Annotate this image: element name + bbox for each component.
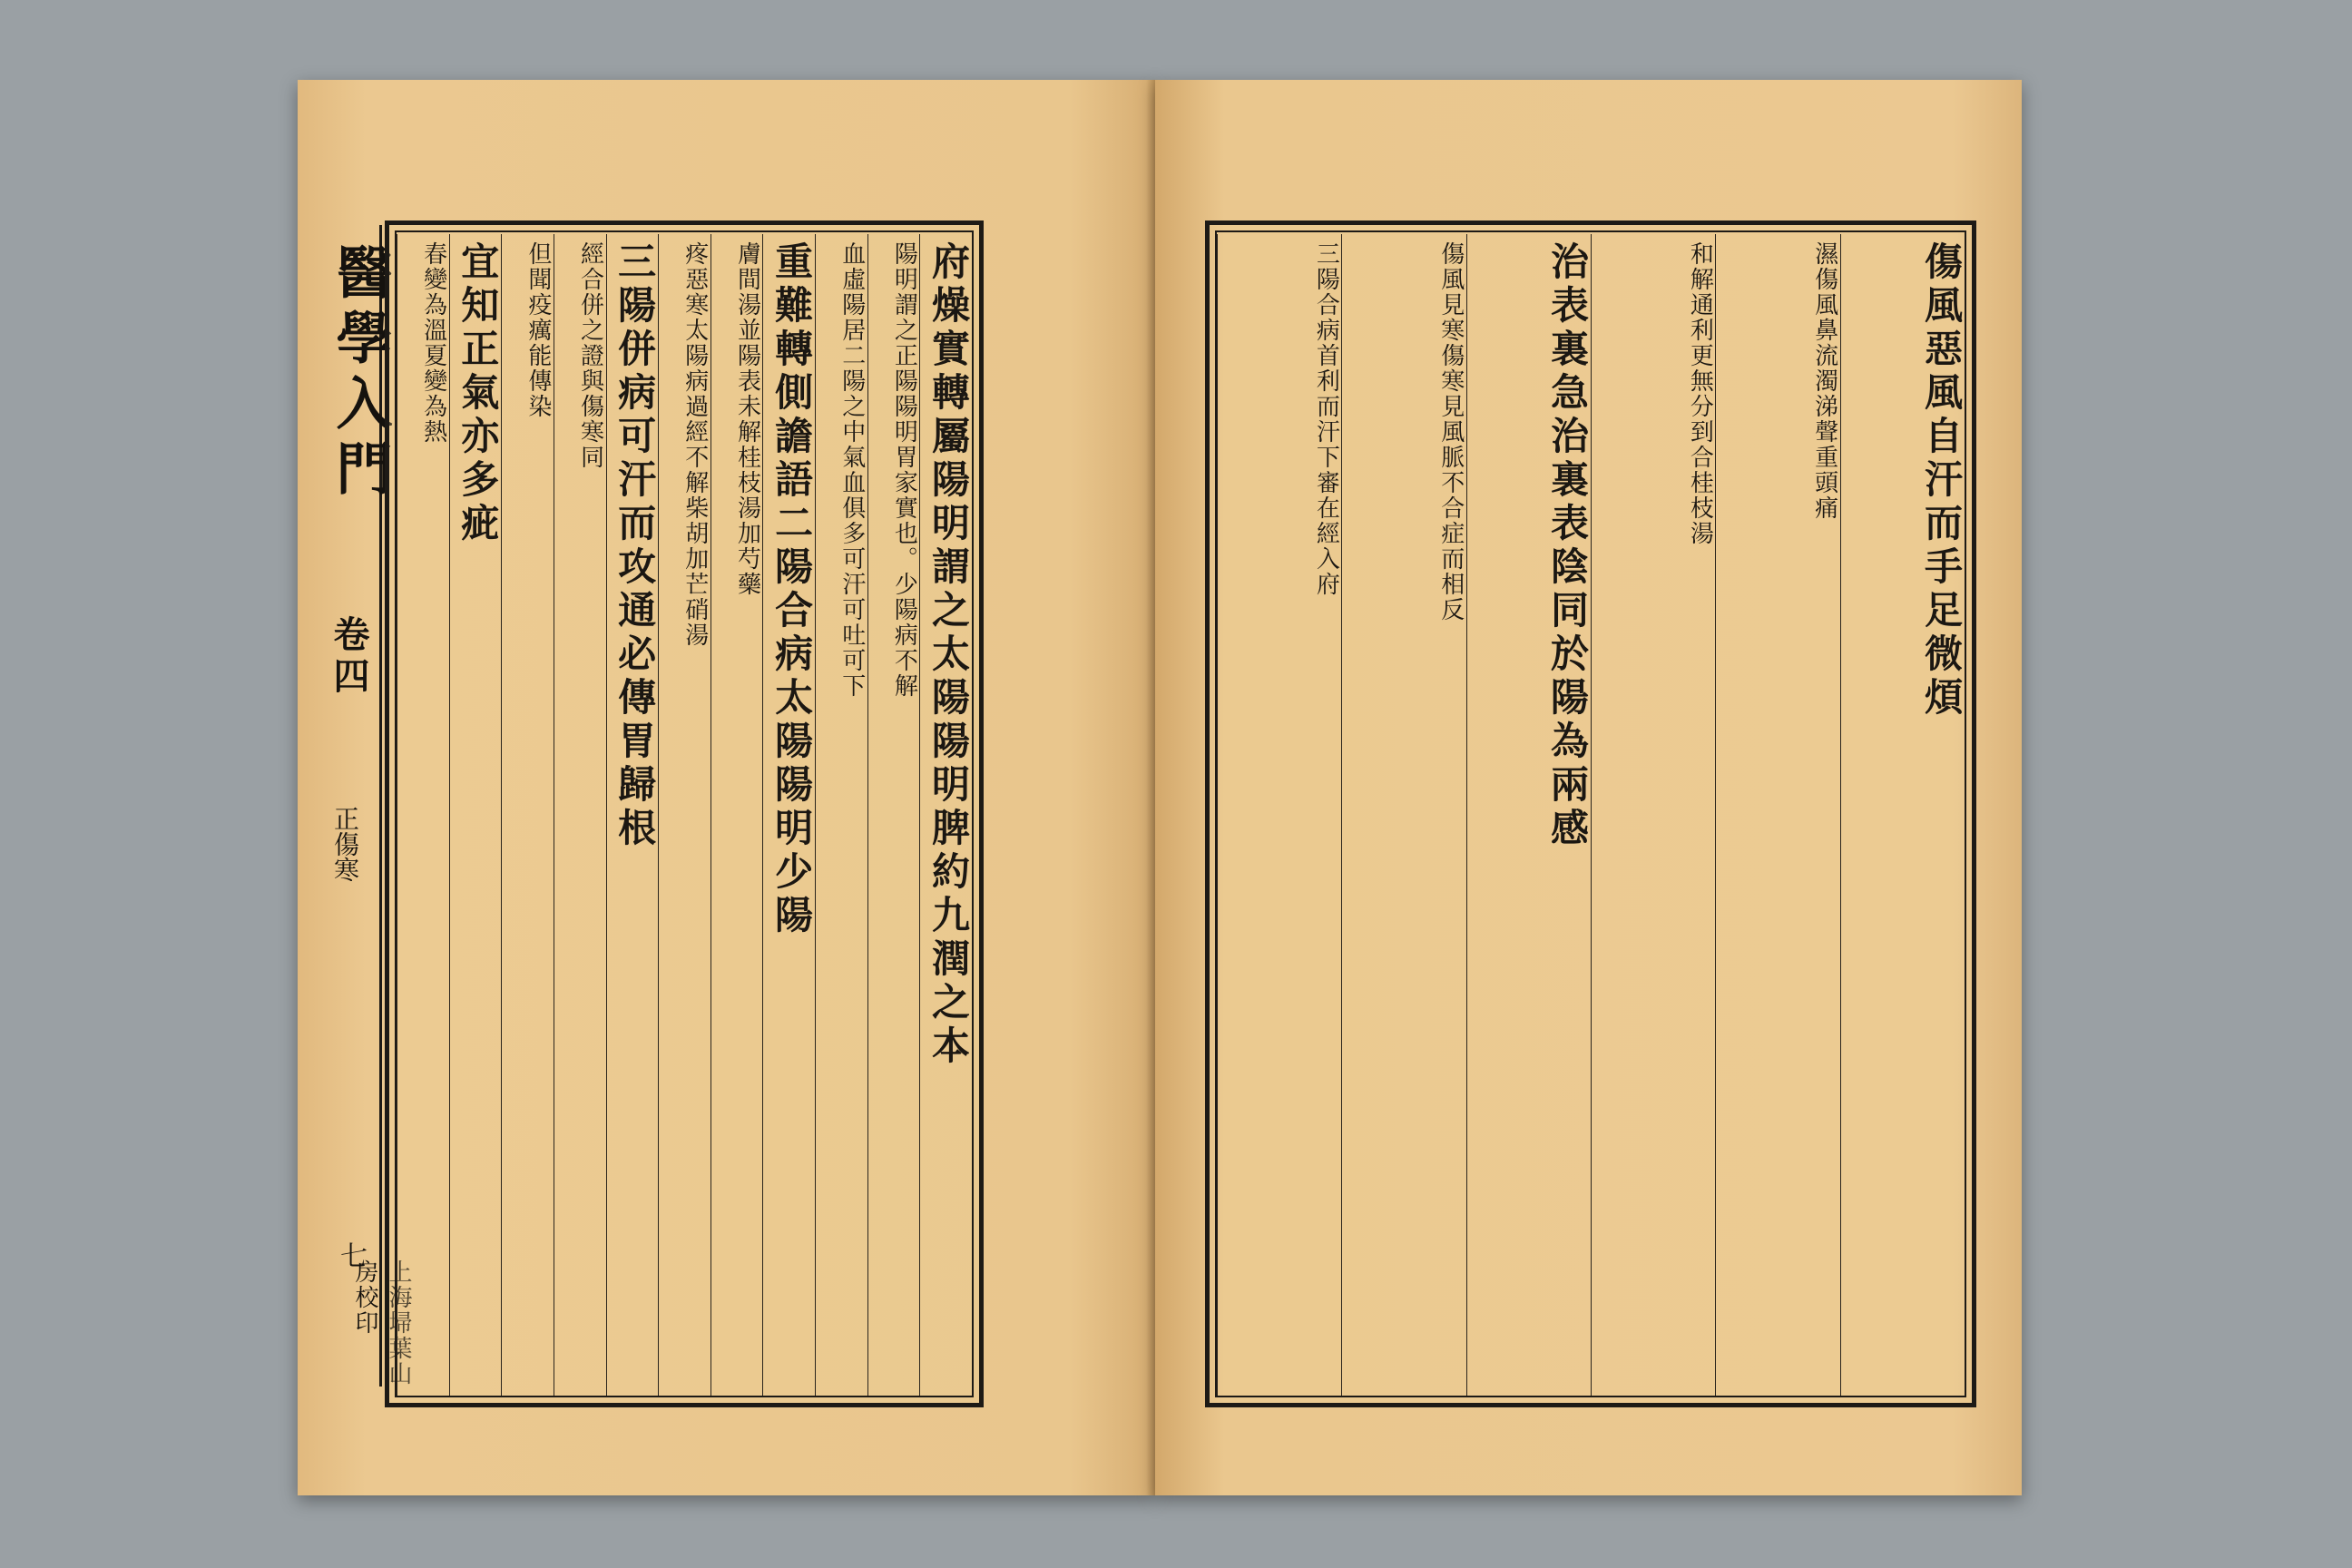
left-column: 經合併之證與傷寒同 xyxy=(554,234,606,1396)
left-column: 但聞疫癘能傳染 xyxy=(501,234,554,1396)
book-title: 醫學入門 xyxy=(327,243,393,505)
left-column: 重難轉側譫語二陽合病太陽陽明少陽 xyxy=(762,234,815,1396)
right-column: 傷風惡風自汗而手足微煩 xyxy=(1840,234,1965,1396)
publisher-imprint: 上海埽葉山房校印 xyxy=(351,1259,412,1387)
text-columns-left xyxy=(397,234,972,1396)
text-frame-left xyxy=(385,220,984,1407)
left-column: 宜知正氣亦多疵 xyxy=(449,234,502,1396)
left-column: 疼惡寒太陽病過經不解柴胡加芒硝湯 xyxy=(658,234,710,1396)
left-column: 血虛陽居二陽之中氣血俱多可汗可吐可下 xyxy=(815,234,867,1396)
right-column: 濕傷風鼻流濁涕聲重頭痛 xyxy=(1715,234,1839,1396)
left-column: 陽明謂之正陽陽明胃家實也。少陽病不解 xyxy=(867,234,920,1396)
open-book xyxy=(298,80,2022,1495)
text-columns-right xyxy=(1217,234,1965,1396)
left-page xyxy=(298,80,1155,1495)
side-margin xyxy=(309,225,412,1387)
left-column: 府燥實轉屬陽明謂之太陽陽明脾約九潤之本 xyxy=(919,234,972,1396)
left-column: 春變為溫夏變為熱 xyxy=(397,234,449,1396)
right-column: 和解通利更無分到合桂枝湯 xyxy=(1591,234,1715,1396)
right-column: 治表裏急治裏表陰同於陽為兩感 xyxy=(1466,234,1591,1396)
section-label: 正傷寒 xyxy=(330,806,360,882)
right-page xyxy=(1155,80,2022,1495)
text-frame-right xyxy=(1205,220,1976,1407)
volume-label: 卷四 xyxy=(328,615,370,699)
left-column: 膚間湯並陽表未解桂枝湯加芍藥 xyxy=(710,234,763,1396)
right-column: 傷風見寒傷寒見風脈不合症而相反 xyxy=(1341,234,1465,1396)
left-column: 三陽併病可汗而攻通必傳胃歸根 xyxy=(606,234,659,1396)
right-column: 三陽合病首利而汗下審在經入府 xyxy=(1217,234,1341,1396)
page-number: 七 xyxy=(335,1241,367,1269)
